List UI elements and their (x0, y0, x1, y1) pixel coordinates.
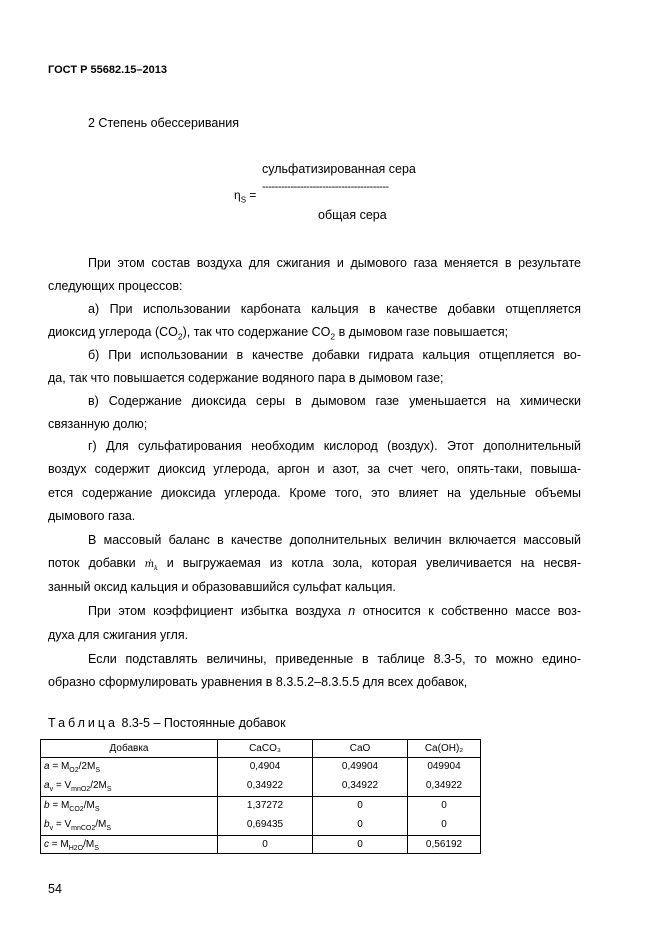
row-label: $a = M_{O2}/2M_S$ (41, 758, 218, 776)
column-header: Ca(OH)₂ (408, 740, 481, 758)
table-row (41, 775, 481, 797)
final-paragraph-line: Если подставлять величины, приведенные в таблице 8.3-5, то можно едино- (88, 652, 581, 666)
table-cell: 0,69435 (218, 814, 313, 836)
paragraph-line: При этом состав воздуха для сжигания и дымового газа меняется в результате (88, 256, 581, 270)
table-row (41, 758, 481, 776)
table-header-row (41, 740, 481, 758)
item-d-line: воздух содержит диоксид углерода, аргон и азот, за счет чего, опять-таки, повыша- (48, 462, 581, 476)
table-cell: 0 (408, 797, 481, 815)
constants-table (40, 739, 481, 854)
table-row (41, 797, 481, 815)
document-header: ГОСТ Р 55682.15–2013 (48, 64, 167, 76)
row-label: $a_v = V_{mnO2}/2M_S$ (41, 775, 218, 797)
mass-flow-symbol: ṁ$_k$ (144, 559, 158, 572)
mass-balance-line: занный оксид кальция и образовавшийся сульфат кальция. (48, 580, 396, 594)
row-label: $b_v = V_{mnCO2}/M_S$ (41, 814, 218, 836)
table-row (41, 836, 481, 854)
table-cell: 0,34922 (313, 775, 408, 797)
table-cell: 0 (408, 814, 481, 836)
mass-balance-line: В массовый баланс в качестве дополнительных величин включается массовый (88, 533, 581, 547)
row-label: $b = M_{CO2}/M_S$ (41, 797, 218, 815)
table-caption: Таблица 8.3-5 – Постоянные добавок (48, 716, 286, 730)
item-b-line: да, так что повышается содержание водяного пара в дымовом газе; (48, 371, 444, 385)
table-cell: 0,34922 (218, 775, 313, 797)
item-c-line: в) Содержание диоксида серы в дымовом газе уменьшается на химически (88, 394, 581, 408)
excess-air-line: духа для сжигания угля. (48, 628, 189, 642)
formula-fraction-line: ---------------------------------------- (262, 181, 389, 193)
table-row (41, 814, 481, 836)
column-header: CaO (313, 740, 408, 758)
table-cell: 0 (313, 797, 408, 815)
table-cell: 0,56192 (408, 836, 481, 854)
section-title: 2 Степень обессеривания (88, 116, 240, 130)
table-cell: 049904 (408, 758, 481, 776)
formula-lhs: $\eta_S$ = (234, 188, 257, 205)
excess-air-line: При этом коэффициент избытка воздуха n относится к собственно массе воз- (88, 604, 581, 618)
column-header: CaCO₃ (218, 740, 313, 758)
table-cell: 0,4904 (218, 758, 313, 776)
item-d-line: ется содержание диоксида углерода. Кроме того, это влияет на удельные объемы (48, 486, 581, 500)
item-a-line: диоксид углерода $(CO_2)$, так что содержание $CO_2$ в дымовом газе повышается; (48, 325, 509, 342)
table-cell: 1,37272 (218, 797, 313, 815)
paragraph-line: следующих процессов: (48, 279, 183, 293)
item-b-line: б) При использовании в качестве добавки гидрата кальция отщепляется во- (88, 348, 581, 362)
item-a-line: а) При использовании карбоната кальция в качестве добавки отщепляется (88, 302, 581, 316)
item-d-line: дымового газа. (48, 509, 136, 523)
table-cell: 0,49904 (313, 758, 408, 776)
column-header: Добавка (41, 740, 218, 758)
table-cell: 0 (218, 836, 313, 854)
formula-numerator: сульфатизированная сера (262, 162, 416, 176)
row-label: $c = M_{H2O}/M_S$ (41, 836, 218, 854)
table-cell: 0,34922 (408, 775, 481, 797)
table-cell: 0 (313, 814, 408, 836)
page-number: 54 (48, 882, 62, 896)
table-cell: 0 (313, 836, 408, 854)
item-c-line: связанную долю; (48, 417, 148, 431)
item-d-line: г) Для сульфатирования необходим кислород (воздух). Этот дополнительный (88, 439, 581, 453)
formula-denominator: общая сера (318, 208, 387, 222)
mass-balance-line: поток добавки ṁ$_k$ и выгружаемая из котла зола, которая увеличивается на несвя- (48, 556, 581, 572)
final-paragraph-line: образно сформулировать уравнения в 8.3.5.2–8.3.5.5 для всех добавок, (48, 675, 468, 689)
